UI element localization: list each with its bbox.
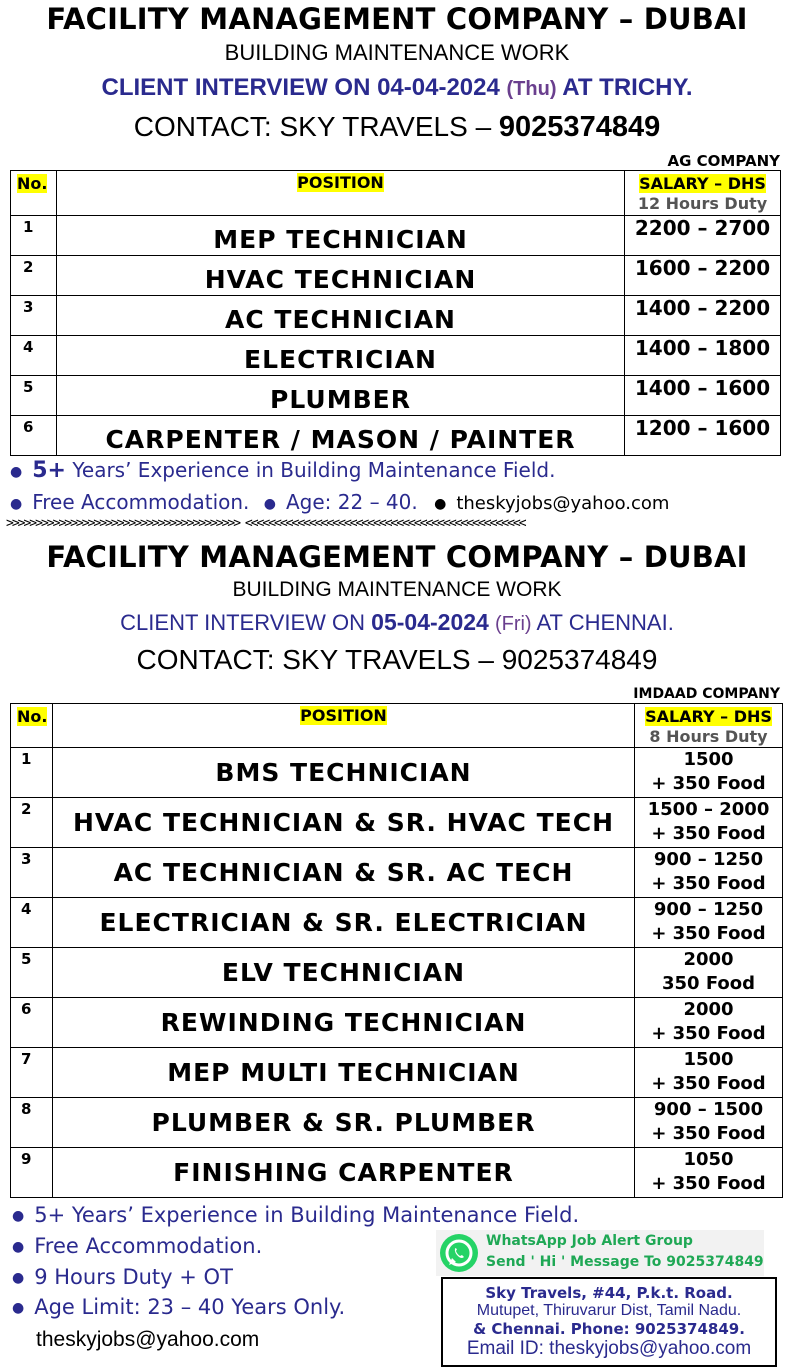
table-header-row	[11, 704, 783, 748]
ad1-bullet-row2	[10, 490, 669, 514]
header-salary: SALARY – DHS	[639, 174, 766, 193]
row-salary-food: + 350 Food	[651, 1073, 766, 1094]
row-position: HVAC TECHNICIAN & SR. HVAC TECH	[53, 798, 635, 848]
ad1-interview-suffix: AT TRICHY.	[562, 74, 693, 101]
row-salary	[635, 848, 783, 898]
row-salary: 1200 – 1600	[625, 416, 781, 456]
whatsapp-line1: WhatsApp Job Alert Group	[486, 1233, 693, 1249]
row-salary-base: 900 – 1250	[653, 899, 764, 920]
header-no-cell	[11, 171, 57, 216]
header-position: POSITION	[300, 706, 387, 725]
ad1-subtitle: BUILDING MAINTENANCE WORK	[224, 40, 570, 65]
ad1-accommodation: Free Accommodation.	[32, 490, 250, 514]
row-salary	[635, 748, 783, 798]
whatsapp-line2: Send ' Hi ' Message To 9025374849	[486, 1254, 764, 1270]
table-row	[11, 416, 781, 456]
ad2-bullet-text: 5+ Years’ Experience in Building Maintenance Field.	[34, 1203, 580, 1227]
ad2-title: FACILITY MANAGEMENT COMPANY – DUBAI	[46, 540, 748, 574]
ad1-interview-day: (Thu)	[506, 78, 557, 100]
address-line1: Sky Travels, #44, P.k.t. Road.	[485, 1284, 733, 1302]
row-salary-base: 900 – 1500	[653, 1099, 764, 1120]
row-position: PLUMBER	[57, 376, 625, 416]
bullet-dot-icon: ●	[12, 1300, 25, 1316]
row-salary: 1400 – 2200	[625, 296, 781, 336]
section-divider: >>>>>>>>>>>>>>>>>>>>>>>>>>>>>>>>>>>>>>>> <<<<<<<<<<<<<<<<<<<<<<<<<<<<<<<<<<<<<<<<<<<<<<<<	[6, 516, 525, 531]
ad2-interview-date: 05-04-2024	[371, 609, 489, 635]
row-no: 4	[11, 898, 53, 948]
row-position: BMS TECHNICIAN	[53, 748, 635, 798]
ad2-interview-prefix: CLIENT INTERVIEW ON	[120, 610, 366, 635]
header-position: POSITION	[297, 173, 384, 192]
ad1-exp-number: 5+	[32, 458, 66, 483]
row-no: 1	[11, 748, 53, 798]
ad2-interview-suffix: AT CHENNAI.	[536, 610, 674, 635]
row-no: 4	[11, 336, 57, 376]
row-position: PLUMBER & SR. PLUMBER	[53, 1098, 635, 1148]
address-line4: Email ID: theskyjobs@yahoo.com	[466, 1338, 752, 1359]
row-salary	[635, 1098, 783, 1148]
table-header-row	[11, 171, 781, 216]
bullet-dot-icon: ●	[10, 463, 23, 480]
table-row	[11, 336, 781, 376]
row-position: AC TECHNICIAN	[57, 296, 625, 336]
table-row	[11, 848, 783, 898]
row-salary-base: 1050	[683, 1149, 734, 1170]
header-position-cell	[57, 171, 625, 216]
row-no: 3	[11, 848, 53, 898]
ad1-contact-line	[0, 111, 794, 144]
header-salary-cell	[635, 704, 783, 748]
bullet-dot-icon: ●	[434, 495, 447, 512]
row-salary-base: 1500 – 2000	[647, 799, 770, 820]
ad2-email: theskyjobs@yahoo.com	[36, 1328, 260, 1351]
header-salary: SALARY – DHS	[645, 707, 772, 726]
row-no: 2	[11, 256, 57, 296]
row-salary-food: + 350 Food	[651, 923, 766, 944]
ad2-bullet	[12, 1265, 233, 1289]
row-salary	[635, 998, 783, 1048]
ad1-company-name: AG COMPANY	[667, 152, 780, 170]
header-position-cell	[53, 704, 635, 748]
table-row	[11, 748, 783, 798]
row-salary	[635, 1048, 783, 1098]
row-position: ELV TECHNICIAN	[53, 948, 635, 998]
row-salary	[635, 1148, 783, 1198]
ad2-interview-line	[0, 609, 794, 636]
ad1-email: theskyjobs@yahoo.com	[456, 493, 670, 514]
row-position: ELECTRICIAN	[57, 336, 625, 376]
ad2-contact-prefix: CONTACT: SKY TRAVELS –	[136, 644, 494, 675]
ad1-exp-text: Years’ Experience in Building Maintenance Field.	[72, 458, 556, 482]
ad2-bullet	[12, 1234, 262, 1258]
ad1-contact-prefix: CONTACT: SKY TRAVELS –	[133, 111, 492, 142]
row-position: ELECTRICIAN & SR. ELECTRICIAN	[53, 898, 635, 948]
table-row	[11, 1148, 783, 1198]
row-salary: 1400 – 1800	[625, 336, 781, 376]
table-row	[11, 216, 781, 256]
address-line3: & Chennai. Phone: 9025374849.	[473, 1320, 745, 1338]
header-no: No.	[17, 174, 48, 193]
row-no: 5	[11, 376, 57, 416]
row-salary-food: + 350 Food	[651, 1123, 766, 1144]
ad1-age: Age: 22 – 40.	[285, 490, 418, 514]
row-position: MEP MULTI TECHNICIAN	[53, 1048, 635, 1098]
row-salary: 1400 – 1600	[625, 376, 781, 416]
ad1-title: FACILITY MANAGEMENT COMPANY – DUBAI	[46, 2, 748, 36]
ad2-bullet	[12, 1295, 345, 1319]
ad1-jobs-table	[10, 170, 781, 456]
whatsapp-icon	[440, 1234, 478, 1272]
table-row	[11, 1098, 783, 1148]
row-position: HVAC TECHNICIAN	[57, 256, 625, 296]
row-position: AC TECHNICIAN & SR. AC TECH	[53, 848, 635, 898]
ad2-contact-line	[0, 644, 794, 676]
table-row	[11, 1048, 783, 1098]
row-salary-base: 900 – 1250	[653, 849, 764, 870]
table-row	[11, 798, 783, 848]
bullet-dot-icon: ●	[12, 1239, 25, 1255]
row-salary: 1600 – 2200	[625, 256, 781, 296]
row-salary	[635, 948, 783, 998]
row-salary-base: 1500	[683, 1049, 734, 1070]
header-duty: 8 Hours Duty	[649, 727, 768, 746]
row-no: 6	[11, 416, 57, 456]
row-salary-food: + 350 Food	[651, 873, 766, 894]
row-position: FINISHING CARPENTER	[53, 1148, 635, 1198]
row-salary-food: 350 Food	[661, 973, 756, 994]
ad2-bullet	[12, 1203, 579, 1227]
row-salary-food: + 350 Food	[651, 1173, 766, 1194]
row-salary	[635, 898, 783, 948]
ad2-contact-phone: 9025374849	[501, 644, 658, 675]
row-no: 8	[11, 1098, 53, 1148]
row-salary-food: + 350 Food	[651, 1023, 766, 1044]
ad2-bullet-text: Age Limit: 23 – 40 Years Only.	[34, 1295, 346, 1319]
ad1-interview-line	[0, 74, 794, 102]
row-salary-food: + 350 Food	[651, 773, 766, 794]
ad1-interview-prefix: CLIENT INTERVIEW ON 04-04-2024	[101, 74, 500, 101]
ad2-company-name: IMDAAD COMPANY	[633, 686, 780, 702]
row-salary-base: 1500	[683, 749, 734, 770]
header-no: No.	[17, 707, 48, 726]
table-row	[11, 256, 781, 296]
bullet-dot-icon: ●	[12, 1208, 25, 1224]
address-line2: Mutupet, Thiruvarur Dist, Tamil Nadu.	[476, 1302, 742, 1319]
header-no-cell	[11, 704, 53, 748]
row-no: 3	[11, 296, 57, 336]
ad2-jobs-table	[10, 703, 783, 1198]
table-row	[11, 296, 781, 336]
table-row	[11, 998, 783, 1048]
ad2-subtitle: BUILDING MAINTENANCE WORK	[232, 578, 562, 601]
row-salary: 2200 – 2700	[625, 216, 781, 256]
ad1-bullet-experience	[10, 458, 555, 483]
row-position: MEP TECHNICIAN	[57, 216, 625, 256]
ad2-interview-day: (Fri)	[494, 613, 532, 635]
table-row	[11, 898, 783, 948]
bullet-dot-icon: ●	[10, 495, 23, 512]
row-no: 7	[11, 1048, 53, 1098]
table-row	[11, 948, 783, 998]
row-no: 9	[11, 1148, 53, 1198]
row-salary	[635, 798, 783, 848]
table-row	[11, 376, 781, 416]
ad1-contact-phone: 9025374849	[498, 111, 661, 143]
ad2-bullet-text: Free Accommodation.	[34, 1234, 263, 1258]
row-no: 1	[11, 216, 57, 256]
header-duty: 12 Hours Duty	[637, 194, 768, 213]
whatsapp-banner	[436, 1230, 764, 1276]
bullet-dot-icon: ●	[263, 495, 276, 512]
row-no: 5	[11, 948, 53, 998]
row-salary-base: 2000	[683, 949, 734, 970]
row-salary-food: + 350 Food	[651, 823, 766, 844]
row-no: 6	[11, 998, 53, 1048]
row-salary-base: 2000	[683, 999, 734, 1020]
row-position: CARPENTER / MASON / PAINTER	[57, 416, 625, 456]
bullet-dot-icon: ●	[12, 1270, 25, 1286]
row-position: REWINDING TECHNICIAN	[53, 998, 635, 1048]
ad2-bullet-text: 9 Hours Duty + OT	[34, 1265, 233, 1289]
row-no: 2	[11, 798, 53, 848]
header-salary-cell	[625, 171, 781, 216]
address-box	[441, 1277, 777, 1367]
